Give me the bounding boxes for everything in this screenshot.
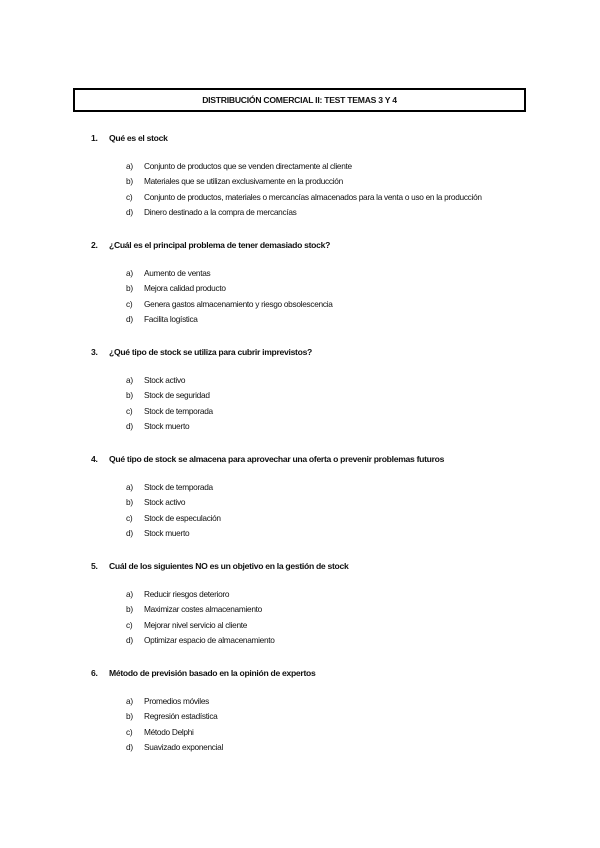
option-d (126, 742, 551, 757)
option-text: Mejora calidad producto (144, 283, 226, 294)
option-list (126, 482, 551, 543)
option-text: Stock de especulación (144, 512, 221, 523)
question-1 (91, 133, 551, 222)
question-text: Qué es el stock (109, 133, 168, 143)
option-b (126, 604, 551, 619)
question-heading (91, 240, 551, 252)
option-letter: b) (126, 390, 133, 401)
option-text: Stock activo (144, 497, 186, 508)
option-letter: c) (126, 619, 133, 630)
option-list (126, 268, 551, 329)
option-a (126, 589, 551, 604)
option-text: Stock muerto (144, 527, 190, 538)
option-letter: a) (126, 161, 133, 171)
option-d (126, 528, 551, 543)
option-b (126, 497, 551, 512)
option-text: Materiales que se utilizan exclusivamente en la producción (144, 176, 343, 187)
question-number: 4. (91, 454, 98, 464)
document-title: DISTRIBUCIÓN COMERCIAL II: TEST TEMAS 3 Y 4 (202, 95, 397, 105)
option-text: Stock muerto (144, 420, 190, 431)
option-letter: b) (126, 497, 133, 508)
question-3 (91, 347, 551, 436)
option-letter: b) (126, 176, 133, 187)
option-text: Stock de temporada (144, 482, 213, 492)
option-c (126, 727, 551, 742)
question-4 (91, 454, 551, 543)
option-letter: d) (126, 741, 133, 752)
option-letter: c) (126, 512, 133, 523)
option-letter: b) (126, 283, 133, 294)
question-text: Qué tipo de stock se almacena para aprovechar una oferta o prevenir problemas futuros (109, 454, 445, 464)
option-letter: d) (126, 313, 133, 324)
option-b (126, 390, 551, 405)
question-text: ¿Cuál es el principal problema de tener demasiado stock? (109, 240, 331, 250)
option-letter: d) (126, 420, 133, 431)
option-text: Suavizado exponencial (144, 741, 224, 752)
option-text: Maximizar costes almacenamiento (144, 604, 262, 615)
question-text: ¿Qué tipo de stock se utiliza para cubrir imprevistos? (109, 347, 312, 357)
option-letter: a) (126, 375, 133, 385)
question-number: 1. (91, 133, 98, 143)
option-text: Conjunto de productos, materiales o mercancías almacenados para la venta o uso en la producción (144, 191, 482, 202)
option-text: Aumento de ventas (144, 268, 211, 278)
option-text: Promedios móviles (144, 696, 209, 706)
option-text: Reducir riesgos deterioro (144, 589, 230, 599)
question-text: Método de previsión basado en la opinión de expertos (109, 668, 316, 678)
option-c (126, 299, 551, 314)
option-letter: b) (126, 711, 133, 722)
option-list (126, 375, 551, 436)
option-letter: a) (126, 482, 133, 492)
question-5 (91, 561, 551, 650)
option-letter: d) (126, 527, 133, 538)
option-a (126, 161, 551, 176)
option-c (126, 192, 551, 207)
option-b (126, 176, 551, 191)
question-heading (91, 561, 551, 573)
option-a (126, 696, 551, 711)
option-letter: a) (126, 696, 133, 706)
option-letter: a) (126, 268, 133, 278)
question-number: 5. (91, 561, 98, 571)
option-letter: d) (126, 206, 133, 217)
option-text: Optimizar espacio de almacenamiento (144, 634, 275, 645)
option-text: Dinero destinado a la compra de mercancías (144, 206, 297, 217)
option-d (126, 314, 551, 329)
option-d (126, 421, 551, 436)
option-text: Stock de seguridad (144, 390, 210, 401)
option-text: Regresión estadística (144, 711, 218, 722)
option-c (126, 513, 551, 528)
option-text: Genera gastos almacenamiento y riesgo obsolescencia (144, 298, 333, 309)
option-list (126, 589, 551, 650)
option-list (126, 161, 551, 222)
option-text: Stock activo (144, 375, 186, 385)
question-number: 6. (91, 668, 98, 678)
option-letter: c) (126, 298, 133, 309)
option-letter: c) (126, 726, 133, 737)
question-number: 3. (91, 347, 98, 357)
option-text: Facilita logística (144, 313, 198, 324)
option-d (126, 635, 551, 650)
question-6 (91, 668, 551, 757)
option-a (126, 375, 551, 390)
question-heading (91, 133, 551, 145)
option-text: Mejorar nivel servicio al cliente (144, 619, 248, 630)
question-text: Cuál de los siguientes NO es un objetivo en la gestión de stock (109, 561, 349, 571)
option-c (126, 620, 551, 635)
option-letter: d) (126, 634, 133, 645)
option-b (126, 283, 551, 298)
option-letter: c) (126, 191, 133, 202)
option-text: Conjunto de productos que se venden directamente al cliente (144, 161, 352, 171)
document-title-box (73, 88, 526, 112)
question-heading (91, 454, 551, 466)
option-d (126, 207, 551, 222)
option-text: Stock de temporada (144, 405, 213, 416)
option-a (126, 268, 551, 283)
option-list (126, 696, 551, 757)
option-a (126, 482, 551, 497)
option-letter: b) (126, 604, 133, 615)
question-2 (91, 240, 551, 329)
option-letter: c) (126, 405, 133, 416)
option-b (126, 711, 551, 726)
question-number: 2. (91, 240, 98, 250)
question-heading (91, 668, 551, 680)
option-c (126, 406, 551, 421)
option-text: Método Delphi (144, 726, 194, 737)
question-heading (91, 347, 551, 359)
option-letter: a) (126, 589, 133, 599)
